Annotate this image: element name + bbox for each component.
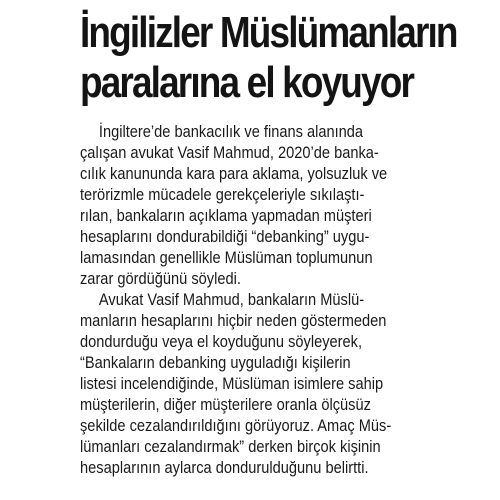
headline-line: paralarına el koyuyor [80, 58, 414, 107]
body-line: listesi incelendiğinde, Müslüman isimlere sahip [80, 374, 384, 393]
body-line: şekilde cezalandırıldığını görüyoruz. Amaç Müs- [80, 416, 392, 435]
body-line: Avukat Vasif Mahmud, bankaların Müslü- [98, 290, 365, 309]
body-line: hesaplarının aylarca dondurulduğunu belirtti. [80, 458, 369, 477]
body-line: çalışan avukat Vasif Mahmud, 2020’de banka- [80, 143, 379, 162]
article-paragraph [80, 289, 441, 478]
body-line: hesaplarını dondurabildiği “debanking” uygu- [80, 227, 370, 246]
body-line: dondurduğu veya el koyduğunu söyleyerek, [80, 332, 363, 351]
body-line: zarar gördüğünü söyledi. [80, 269, 241, 288]
body-line: müşterilerin, diğer müşterilere oranla ölçüsüz [80, 395, 371, 414]
article-headline [80, 8, 457, 108]
body-line: “Bankaların debanking uyguladığı kişilerin [80, 353, 351, 372]
article-body [80, 121, 441, 478]
article-paragraph [80, 121, 441, 289]
body-line: cılık kanununda kara para aklama, yolsuzluk ve [80, 164, 388, 183]
body-line: rılan, bankaların açıklama yapmadan müşteri [80, 206, 372, 225]
body-line: manların hesaplarını hiçbir neden göstermeden [80, 311, 387, 330]
body-line: lümanları cezalandırmak” derken birçok kişinin [80, 437, 381, 456]
headline-line: İngilizler Müslümanların [80, 8, 457, 57]
body-line: lamasından genellikle Müslüman toplumunun [80, 248, 373, 267]
body-line: terörizmle mücadele gerekçeleriyle sıkılaştı- [80, 185, 365, 204]
body-line: İngiltere’de bankacılık ve finans alanında [98, 122, 364, 141]
